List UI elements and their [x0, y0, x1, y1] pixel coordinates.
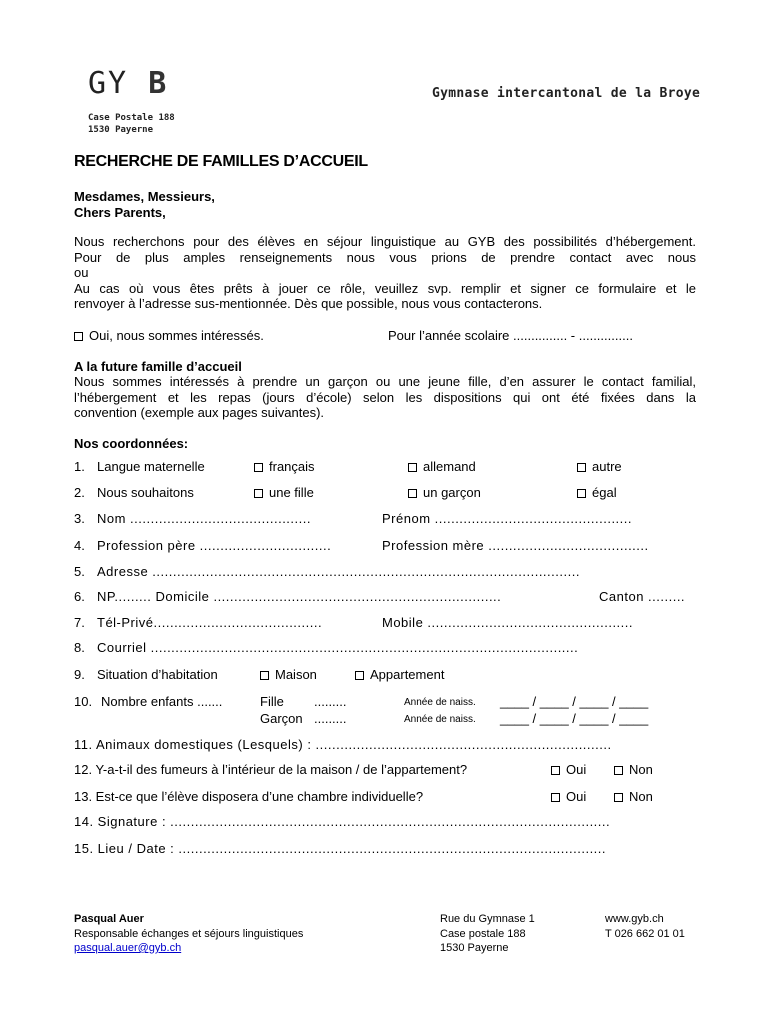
- interest-oui-label: Oui, nous sommes intéressés.: [89, 328, 264, 343]
- option-autre[interactable]: [577, 459, 622, 474]
- field-5-num: 5.: [74, 564, 85, 579]
- future-family-paragraph: [74, 374, 696, 421]
- school-name: Gymnase intercantonal de la Broye: [432, 86, 701, 101]
- option-label: égal: [592, 485, 617, 500]
- footer-city: 1530 Payerne: [440, 942, 509, 954]
- footer-role: Responsable échanges et séjours linguistiques: [74, 928, 304, 940]
- checkbox[interactable]: [408, 489, 417, 498]
- annee-naiss-label: Année de naiss.: [404, 697, 476, 708]
- footer-tel: T 026 662 01 01: [605, 928, 685, 940]
- mobile-field[interactable]: Mobile ..................................................: [382, 615, 633, 630]
- chambre-question: 13. Est-ce que l’élève disposera d’une chambre individuelle?: [74, 789, 424, 804]
- salutation-1: Mesdames, Messieurs,: [74, 189, 215, 204]
- annee-naiss-fille-field[interactable]: ____ / ____ / ____ / ____: [500, 694, 649, 709]
- option-label: français: [269, 459, 315, 474]
- fumeurs-oui[interactable]: [551, 762, 586, 777]
- fille-label: Fille: [260, 694, 284, 709]
- option-label: Non: [629, 762, 653, 777]
- intro-line: Pour de plus amples renseignements nous vous prions de prendre contact avec nous: [74, 249, 696, 265]
- option-label: autre: [592, 459, 622, 474]
- future-family-heading: A la future famille d’accueil: [74, 359, 242, 374]
- logo-text: GY: [88, 66, 129, 101]
- field-2-label: Nous souhaitons: [97, 485, 194, 500]
- checkbox[interactable]: [74, 332, 83, 341]
- option-garcon[interactable]: [408, 485, 481, 500]
- field-3-num: 3.: [74, 511, 85, 526]
- field-4-num: 4.: [74, 538, 85, 553]
- page-title: RECHERCHE DE FAMILLES D’ACCUEIL: [74, 153, 368, 170]
- field-2-num: 2.: [74, 485, 85, 500]
- interest-oui[interactable]: [74, 328, 264, 343]
- signature-field[interactable]: 14. Signature : ...........................................................................................................: [74, 814, 611, 829]
- garcon-label: Garçon: [260, 711, 303, 726]
- checkbox[interactable]: [614, 766, 623, 775]
- field-7-num: 7.: [74, 615, 85, 630]
- courriel-field[interactable]: Courriel ........................................................................................................: [97, 640, 579, 655]
- school-year-field[interactable]: Pour l’année scolaire ............... - ...............: [388, 328, 633, 343]
- checkbox[interactable]: [355, 671, 364, 680]
- intro-line: Nous recherchons pour des élèves en séjour linguistique au GYB des possibilités d’hébergement.: [74, 234, 696, 249]
- option-label: une fille: [269, 485, 314, 500]
- field-1-num: 1.: [74, 459, 85, 474]
- footer-name: Pasqual Auer: [74, 913, 144, 925]
- adresse-field[interactable]: Adresse ........................................................................................................: [97, 564, 580, 579]
- tel-prive-field[interactable]: Tél-Privé.........................................: [97, 615, 323, 630]
- school-logo: [88, 66, 168, 101]
- field-8-num: 8.: [74, 640, 85, 655]
- future-family-line: convention (exemple aux pages suivantes).: [74, 405, 325, 420]
- option-label: Non: [629, 789, 653, 804]
- garcon-count-field[interactable]: .........: [314, 711, 347, 726]
- np-domicile-field[interactable]: NP......... Domicile ......................................................................: [97, 589, 502, 604]
- option-label: Maison: [275, 667, 317, 682]
- annee-naiss-label: Année de naiss.: [404, 714, 476, 725]
- footer-cp: Case postale 188: [440, 928, 526, 940]
- profession-mere-field[interactable]: Profession mère .......................................: [382, 538, 649, 553]
- chambre-oui[interactable]: [551, 789, 586, 804]
- fumeurs-question: 12. Y-a-t-il des fumeurs à l’intérieur de la maison / de l’appartement?: [74, 762, 468, 777]
- footer-web: www.gyb.ch: [605, 913, 664, 925]
- lieu-date-field[interactable]: 15. Lieu / Date : ........................................................................................................: [74, 841, 607, 856]
- checkbox[interactable]: [577, 489, 586, 498]
- field-9-label: Situation d’habitation: [97, 667, 218, 682]
- field-6-num: 6.: [74, 589, 85, 604]
- canton-field[interactable]: Canton .........: [599, 589, 686, 604]
- nombre-enfants-field[interactable]: Nombre enfants .......: [101, 694, 223, 709]
- annee-naiss-garcon-field[interactable]: ____ / ____ / ____ / ____: [500, 711, 649, 726]
- option-label: Oui: [566, 762, 587, 777]
- salutation-2: Chers Parents,: [74, 205, 166, 220]
- footer-email-link[interactable]: pasqual.auer@gyb.ch: [74, 942, 182, 954]
- checkbox[interactable]: [254, 489, 263, 498]
- fumeurs-non[interactable]: [614, 762, 653, 777]
- option-label: Appartement: [370, 667, 445, 682]
- intro-line: renvoyer à l’adresse sus-mentionnée. Dès que possible, nous vous contacterons.: [74, 296, 543, 311]
- option-fille[interactable]: [254, 485, 314, 500]
- intro-paragraph: [74, 234, 696, 312]
- future-family-line: Nous sommes intéressés à prendre un garçon ou une jeune fille, d’en assurer le contact familial,: [74, 374, 696, 389]
- profession-pere-field[interactable]: Profession père ................................: [97, 538, 332, 553]
- option-label: Oui: [566, 789, 587, 804]
- field-9-num: 9.: [74, 667, 85, 682]
- intro-line: Au cas où vous êtes prêts à jouer ce rôle, veuillez svp. remplir et signer ce formulaire et le: [74, 280, 696, 296]
- field-10-num: 10.: [74, 694, 93, 709]
- prenom-field[interactable]: Prénom ................................................: [382, 511, 632, 526]
- nom-field[interactable]: Nom ............................................: [97, 511, 311, 526]
- field-1-label: Langue maternelle: [97, 459, 205, 474]
- future-family-line: l’hébergement et les repas (jours d’école) selon les dispositions qui ont été fixées dans la: [74, 389, 696, 405]
- footer-street: Rue du Gymnase 1: [440, 913, 535, 925]
- animaux-field[interactable]: 11. Animaux domestiques (Lesquels) : ........................................................................: [74, 737, 612, 752]
- option-egal[interactable]: [577, 485, 617, 500]
- logo-b: B: [148, 66, 169, 101]
- option-label: un garçon: [423, 485, 481, 500]
- checkbox[interactable]: [254, 463, 263, 472]
- header-case-postale: Case Postale 188: [88, 113, 175, 123]
- checkbox[interactable]: [551, 793, 560, 802]
- checkbox[interactable]: [577, 463, 586, 472]
- checkbox[interactable]: [408, 463, 417, 472]
- chambre-non[interactable]: [614, 789, 653, 804]
- option-francais[interactable]: [254, 459, 315, 474]
- intro-line: ou: [74, 265, 89, 280]
- header-locality: 1530 Payerne: [88, 125, 154, 135]
- option-allemand[interactable]: [408, 459, 476, 474]
- checkbox[interactable]: [260, 671, 269, 680]
- checkbox[interactable]: [614, 793, 623, 802]
- option-maison[interactable]: [260, 667, 317, 682]
- option-appartement[interactable]: [355, 667, 444, 682]
- fille-count-field[interactable]: .........: [314, 694, 347, 709]
- checkbox[interactable]: [551, 766, 560, 775]
- option-label: allemand: [423, 459, 476, 474]
- coords-heading: Nos coordonnées:: [74, 436, 189, 451]
